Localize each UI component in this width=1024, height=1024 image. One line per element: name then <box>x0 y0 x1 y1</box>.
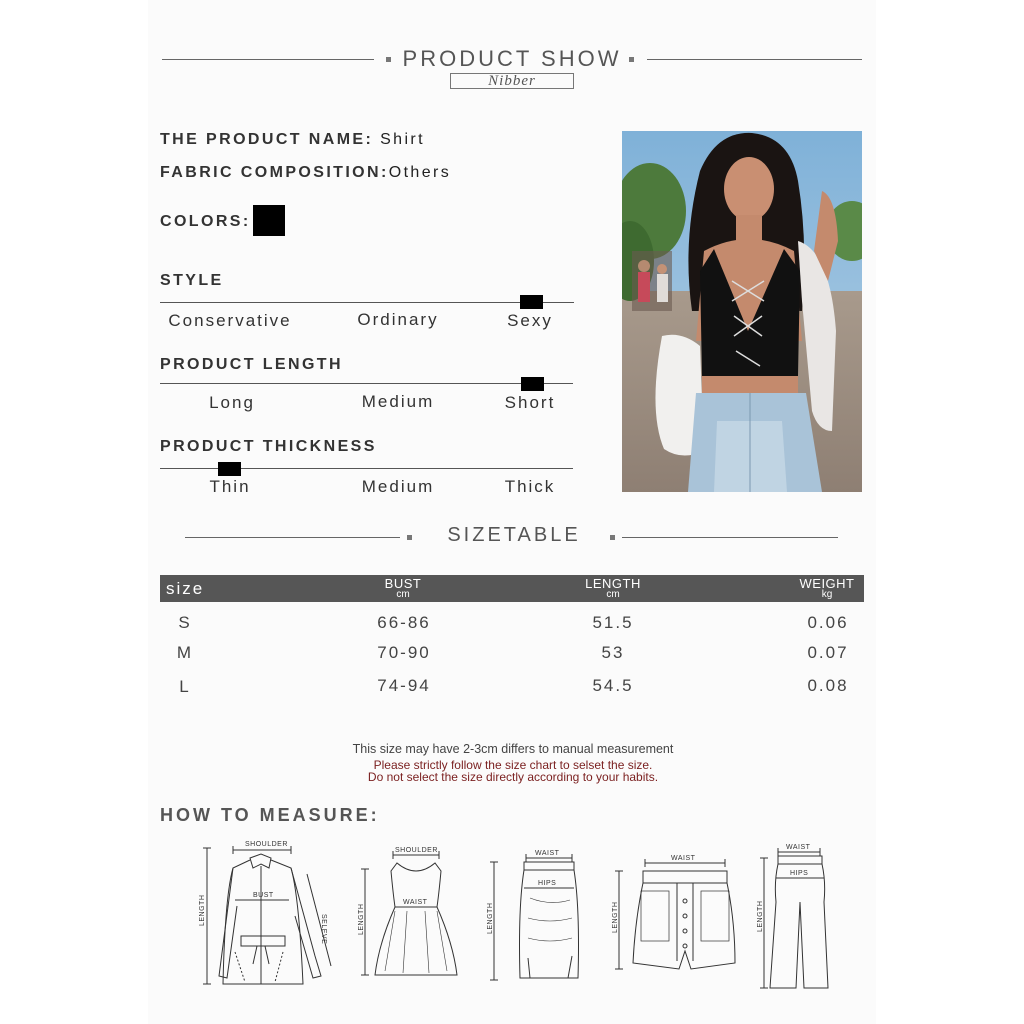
color-swatch-black[interactable] <box>253 205 285 236</box>
header-bullet-left <box>386 57 391 62</box>
product-photo <box>622 131 862 492</box>
sizetable-bullet-right <box>610 535 615 540</box>
cell-weight: 0.07 <box>807 643 849 662</box>
fabric-value: Others <box>388 164 452 181</box>
col-header-weight <box>777 577 877 600</box>
length-label: PRODUCT LENGTH <box>160 356 343 373</box>
style-option-ordinary: Ordinary <box>357 310 439 329</box>
style-option-sexy: Sexy <box>507 311 553 330</box>
style-marker <box>520 295 543 309</box>
skirt-hips-label: HIPS <box>538 880 557 887</box>
cell-length: 53 <box>601 643 625 662</box>
col-header-bust-label: BUST <box>384 576 422 591</box>
style-option-conservative: Conservative <box>168 311 292 330</box>
style-track <box>160 302 574 303</box>
cell-length: 54.5 <box>592 676 634 695</box>
pants-hips-label: HIPS <box>790 870 809 877</box>
model-photo-illustration <box>622 131 862 492</box>
header-title: PRODUCT SHOW <box>402 46 622 71</box>
dress-waist-label: WAIST <box>403 899 428 906</box>
col-header-weight-label: WEIGHT <box>799 576 855 591</box>
sizetable-title: SIZETABLE <box>447 524 581 546</box>
cell-size: L <box>179 677 191 696</box>
col-header-bust <box>353 577 453 600</box>
size-warning-line1: Please strictly follow the size chart to selset the size. <box>373 758 653 772</box>
shirt-measure-diagram <box>195 836 345 992</box>
shirt-bust-label: BUST <box>253 892 274 899</box>
col-header-length-label: LENGTH <box>585 576 641 591</box>
skirt-measure-diagram <box>480 848 590 988</box>
style-label: STYLE <box>160 272 224 289</box>
shirt-sleeve-label: SELEVE <box>320 914 327 945</box>
shorts-length-label: LENGTH <box>612 901 619 933</box>
length-option-long: Long <box>209 393 255 412</box>
length-marker <box>521 377 544 391</box>
product-name-row <box>160 131 425 149</box>
thickness-option-thin: Thin <box>209 477 251 496</box>
shorts-measure-diagram <box>605 851 745 981</box>
sizetable-bullet-left <box>407 535 412 540</box>
sizetable-header-row <box>160 575 864 602</box>
thickness-option-thick: Thick <box>504 477 556 496</box>
cell-length: 51.5 <box>592 613 634 632</box>
colors-row <box>160 213 251 231</box>
thickness-option-medium: Medium <box>361 477 435 496</box>
size-note: This size may have 2-3cm differs to manual measurement <box>352 742 674 756</box>
col-header-length <box>563 577 663 600</box>
header-bullet-right <box>629 57 634 62</box>
dress-measure-diagram <box>355 843 465 983</box>
thickness-marker <box>218 462 241 476</box>
cell-weight: 0.06 <box>807 613 849 632</box>
shirt-length-label: LENGTH <box>199 894 206 926</box>
shirt-shoulder-label: SHOULDER <box>245 841 288 848</box>
fabric-label: FABRIC COMPOSITION: <box>160 164 389 181</box>
dress-shoulder-label: SHOULDER <box>395 847 438 854</box>
dress-length-label: LENGTH <box>358 903 365 935</box>
header-rule-left <box>162 59 374 60</box>
length-option-medium: Medium <box>361 392 435 411</box>
product-name-value: Shirt <box>380 131 426 148</box>
fabric-row <box>160 164 451 182</box>
how-to-measure-title: HOW TO MEASURE: <box>160 805 380 825</box>
size-warning <box>260 759 766 783</box>
sizetable-rule-left <box>185 537 400 538</box>
col-header-length-unit: cm <box>606 589 620 600</box>
col-header-size: size <box>166 579 205 598</box>
size-warning-line2: Do not select the size directly according to your habits. <box>367 770 659 784</box>
cell-bust: 66-86 <box>377 613 431 632</box>
length-option-short: Short <box>504 393 556 412</box>
cell-bust: 74-94 <box>377 676 431 695</box>
pants-measure-diagram <box>752 842 842 994</box>
cell-size: M <box>176 643 194 662</box>
cell-bust: 70-90 <box>377 643 431 662</box>
colors-label: COLORS: <box>160 213 251 230</box>
shorts-waist-label: WAIST <box>671 855 696 862</box>
pants-length-label: LENGTH <box>757 900 764 932</box>
header-rule-right <box>647 59 862 60</box>
sizetable-rule-right <box>622 537 838 538</box>
col-header-bust-unit: cm <box>396 589 410 600</box>
skirt-length-label: LENGTH <box>487 902 494 934</box>
cell-weight: 0.08 <box>807 676 849 695</box>
thickness-label: PRODUCT THICKNESS <box>160 438 377 455</box>
cell-size: S <box>178 613 192 632</box>
product-name-label: THE PRODUCT NAME: <box>160 131 374 148</box>
brand-name: Nibber <box>450 73 574 89</box>
pants-waist-label: WAIST <box>786 844 811 851</box>
col-header-weight-unit: kg <box>821 589 833 600</box>
length-track <box>160 383 573 384</box>
skirt-waist-label: WAIST <box>535 850 560 857</box>
